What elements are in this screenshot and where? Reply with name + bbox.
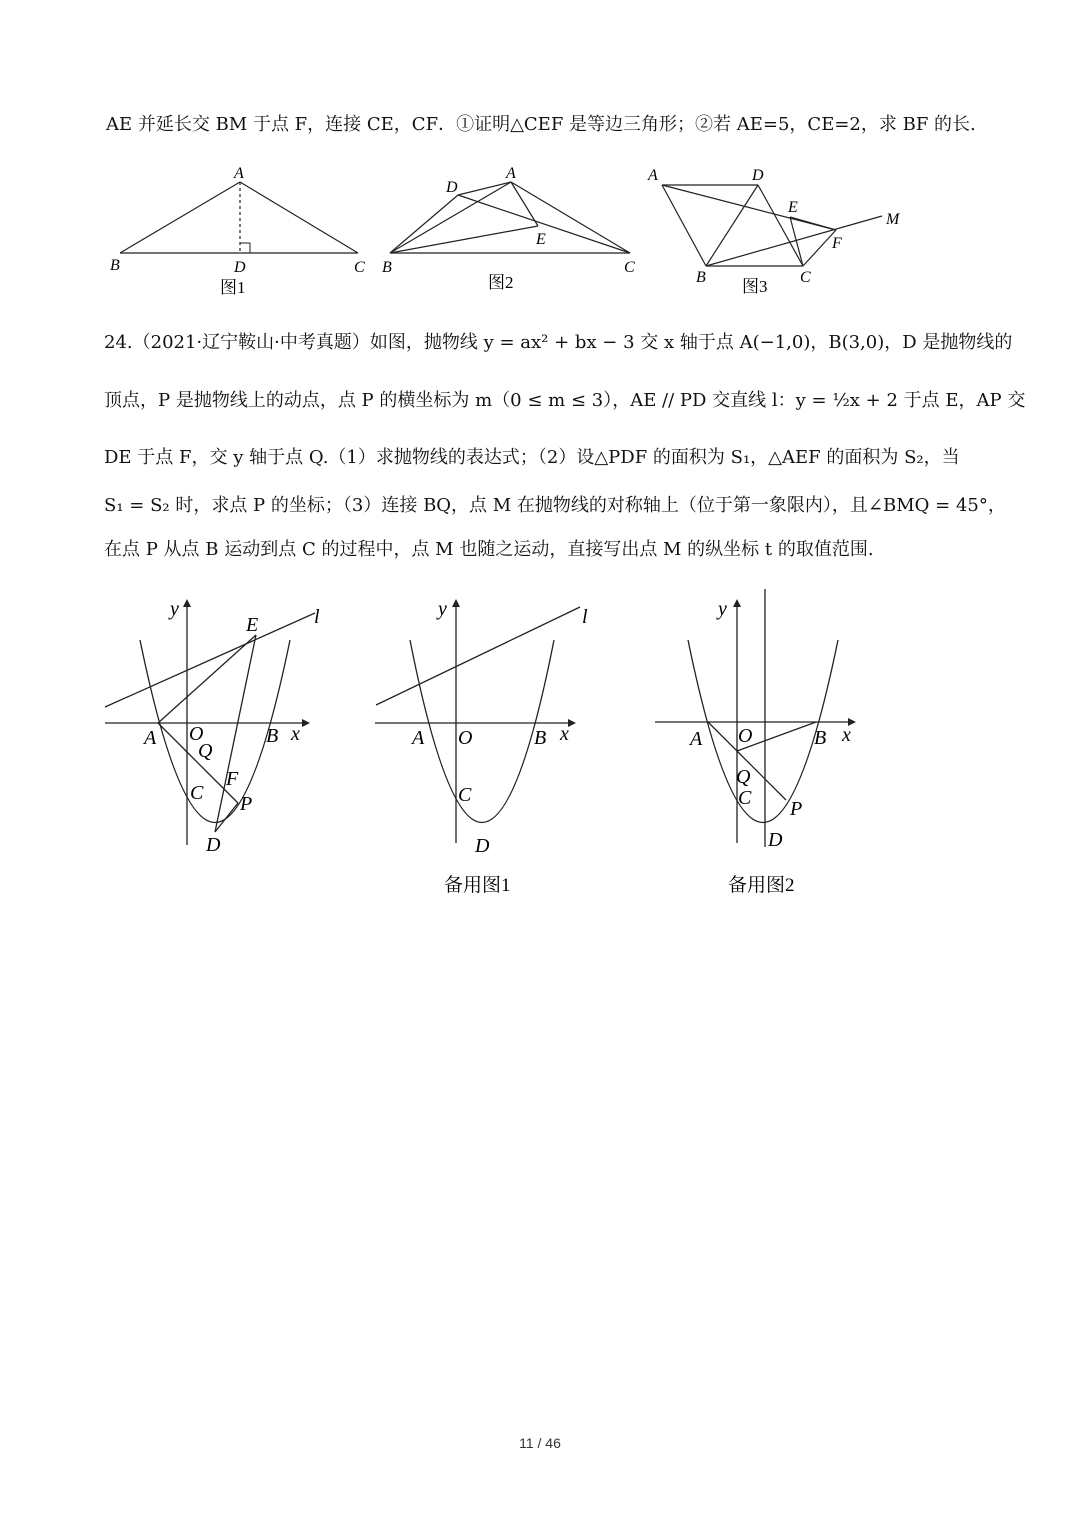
fig3-label-m: M: [886, 211, 900, 228]
x-axis-arrow-icon: [302, 719, 310, 727]
fig1-caption: 图1: [220, 278, 246, 297]
segment-ae: [158, 635, 256, 723]
fig1-label-c: C: [354, 259, 365, 276]
backup1-label-b: B: [534, 727, 547, 749]
fig2-label-c: C: [624, 259, 635, 276]
fig1-label-b: B: [110, 257, 120, 274]
backup1-label-c: C: [458, 784, 472, 806]
backup1-label-d: D: [475, 835, 490, 857]
backup2-label-d: D: [768, 829, 783, 851]
fig2-segment-ac: [511, 182, 630, 253]
fig3-label-f: F: [832, 235, 842, 252]
backup2-label-c: C: [738, 787, 752, 809]
y-axis-arrow-icon: [183, 599, 191, 607]
fig3-segment-dc: [758, 185, 803, 266]
fig2-label-d: D: [446, 179, 458, 196]
main-label-f: F: [226, 768, 239, 790]
backup2-y-axis-arrow-icon: [733, 599, 741, 607]
backup2-label-x: x: [842, 724, 851, 746]
fig2-segment-ae: [511, 182, 538, 226]
q23-figure-2: [378, 160, 648, 300]
fig2-segment-da: [458, 182, 511, 195]
fig1-label-a: A: [234, 165, 244, 182]
backup1-label-y: y: [438, 598, 447, 620]
q23-text-line: AE 并延长交 BM 于点 F，连接 CE，CF．①证明△CEF 是等边三角形；②若 AE=5，CE=2，求 BF 的长.: [106, 114, 976, 135]
main-label-p: P: [240, 793, 253, 815]
main-label-c: C: [190, 782, 204, 804]
fig3-ray-bm: [706, 216, 882, 266]
backup1-label-o: O: [458, 727, 473, 749]
line-l: [105, 613, 315, 707]
fig2-label-b: B: [382, 259, 392, 276]
main-label-q: Q: [198, 740, 213, 762]
backup2-label-o: O: [738, 725, 753, 747]
q24-backup-figure-1: [370, 595, 610, 900]
page-number: 11 / 46: [519, 1435, 561, 1451]
fig3-segment-ab: [662, 185, 706, 266]
backup1-x-axis-arrow-icon: [568, 719, 576, 727]
backup1-parabola: [410, 640, 554, 823]
fig3-segment-af: [662, 185, 836, 230]
fig3-label-b: B: [696, 269, 706, 286]
backup1-label-l: l: [582, 606, 588, 628]
main-label-x: x: [291, 723, 300, 745]
backup2-caption: 备用图2: [728, 875, 795, 896]
main-label-b: B: [266, 725, 279, 747]
q24-text-line-5: 在点 P 从点 B 运动到点 C 的过程中，点 M 也随之运动，直接写出点 M 的纵坐标 t 的取值范围.: [104, 539, 874, 560]
main-label-y: y: [170, 598, 179, 620]
main-label-d: D: [206, 834, 221, 856]
backup2-label-a: A: [690, 728, 703, 750]
backup1-y-axis-arrow-icon: [452, 599, 460, 607]
main-label-a: A: [144, 727, 157, 749]
backup2-label-b: B: [814, 727, 827, 749]
q24-backup-figure-2: [650, 585, 880, 900]
backup1-caption: 备用图1: [444, 875, 511, 896]
fig2-label-e: E: [536, 231, 546, 248]
backup2-label-y: y: [718, 598, 727, 620]
q24-text-line-1: 24.（2021·辽宁鞍山·中考真题）如图，抛物线 y = ax² + bx − 3 交 x 轴于点 A(−1,0)，B(3,0)，D 是抛物线的: [104, 332, 1013, 353]
q24-text-line-4: S₁ = S₂ 时，求点 P 的坐标；（3）连接 BQ，点 M 在抛物线的对称轴上（位于第一象限内），且∠BMQ = 45°，: [104, 495, 1006, 516]
fig3-segment-ef: [790, 217, 836, 230]
q23-figure-1: [100, 160, 390, 300]
q23-figure-3: [640, 160, 920, 300]
fig3-label-a: A: [648, 167, 658, 184]
fig2-caption: 图2: [488, 273, 514, 292]
fig3-label-e: E: [788, 199, 798, 216]
fig1-right-angle-mark: [240, 243, 250, 253]
fig3-label-c: C: [800, 269, 811, 286]
main-label-o: O: [189, 723, 204, 745]
fig1-segment-ac: [240, 182, 358, 253]
backup2-label-p: P: [790, 798, 803, 820]
fig2-label-a: A: [506, 165, 516, 182]
fig1-label-d: D: [234, 259, 246, 276]
q24-text-line-3: DE 于点 F，交 y 轴于点 Q.（1）求抛物线的表达式；（2）设△PDF 的面积为 S₁，△AEF 的面积为 S₂，当: [104, 447, 960, 468]
main-label-e: E: [246, 614, 259, 636]
backup1-line-l: [376, 607, 580, 705]
backup1-label-x: x: [560, 723, 569, 745]
backup2-label-q: Q: [736, 766, 751, 788]
backup1-label-a: A: [412, 727, 425, 749]
fig3-label-d: D: [752, 167, 764, 184]
q24-text-line-2: 顶点，P 是抛物线上的动点，点 P 的横坐标为 m（0 ≤ m ≤ 3），AE // PD 交直线 l：y = ½x + 2 于点 E，AP 交: [104, 390, 1026, 411]
main-label-l: l: [314, 606, 320, 628]
fig3-caption: 图3: [742, 277, 768, 296]
fig1-segment-ab: [120, 182, 240, 253]
q24-main-figure: [100, 595, 350, 865]
fig2-segment-bd: [390, 195, 458, 253]
